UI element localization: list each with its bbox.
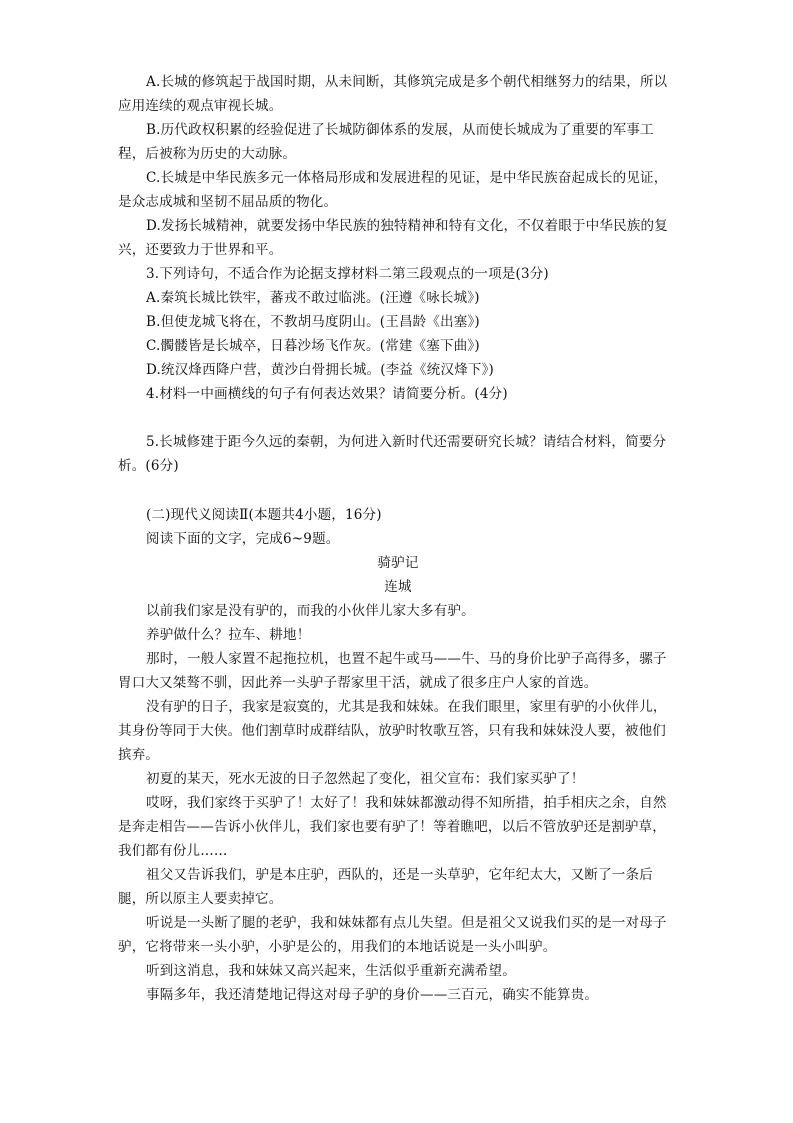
q4-stem: 4.材料一中画横线的句子有何表达效果？请简要分析。(4分) [146, 386, 508, 402]
reading-section [118, 503, 678, 1007]
story-paragraph: 那时，一般人家置不起拖拉机，也置不起牛或马——牛、马的身价比驴子高得多，骡子胃口大又桀骜不驯，因此养一头驴子帮家里干活，就成了很多庄户人家的首选。 [118, 651, 667, 691]
story-paragraph: 事隔多年，我还清楚地记得这对母子驴的身价——三百元，确实不能算贵。 [146, 987, 599, 1003]
story-paragraph: 以前我们家是没有驴的，而我的小伙伴儿家大多有驴。 [146, 603, 475, 619]
q3-option-d: D.统汉烽西降户营，黄沙白骨拥长城。(李益《统汉烽下》) [146, 362, 495, 378]
story-paragraph: 哎呀，我们家终于买驴了！太好了！我和妹妹都激动得不知所措，拍手相庆之余，自然是奔走相告——告诉小伙伴儿，我们家也要有驴了！等着瞧吧，以后不管放驴还是割驴草，我们都有份儿…… [118, 795, 667, 859]
story-paragraph: 听说是一头断了腿的老驴，我和妹妹都有点儿失望。但是祖父又说我们买的是一对母子驴，它将带来一头小驴，小驴是公的，用我们的本地话说是一头小叫驴。 [118, 915, 667, 955]
q3-option-b: B.但使龙城飞将在，不教胡马度阴山。(王昌龄《出塞》) [146, 314, 480, 330]
q3-stem: 3.下列诗句，不适合作为论据支撑材料二第三段观点的一项是(3分) [146, 266, 549, 282]
q2-option-b: B.历代政权积累的经验促进了长城防御体系的发展，从而使长城成为了重要的军事工程，后被称为历史的大动脉。 [118, 122, 654, 162]
section-instruction: 阅读下面的文字，完成6~9题。 [146, 531, 340, 547]
q2-option-d: D.发扬长城精神，就要发扬中华民族的独特精神和特有文化，不仅着眼于中华民族的复兴，还要致力于世界和平。 [118, 218, 668, 258]
story-paragraph: 初夏的某天，死水无波的日子忽然起了变化，祖父宣布：我们家买驴了！ [146, 771, 585, 787]
question-block-upper [118, 70, 678, 406]
story-paragraph: 养驴做什么？拉车、耕地！ [146, 627, 311, 643]
q3-option-a: A.秦筑长城比铁牢，蕃戎不敢过临洮。(汪遵《咏长城》) [146, 290, 480, 306]
question-5-block [118, 430, 678, 478]
story-title: 骑驴记 [377, 555, 419, 571]
story-paragraph: 没有驴的日子，我家是寂寞的，尤其是我和妹妹。在我们眼里，家里有驴的小伙伴儿，其身份等同于大侠。他们割草时成群结队，放驴时牧歌互答，只有我和妹妹没人要，被他们摈弃。 [118, 699, 667, 763]
story-paragraph: 祖父又告诉我们，驴是本庄驴，西队的，还是一头草驴，它年纪太大，又断了一条后腿，所以原主人要卖掉它。 [118, 867, 653, 907]
q5-stem: 5.长城修建于距今久远的秦朝，为何进入新时代还需要研究长城？请结合材料，简要分析。(6分) [118, 434, 667, 474]
story-paragraph: 听到这消息，我和妹妹又高兴起来，生活似乎重新充满希望。 [146, 963, 516, 979]
section-heading: (二)现代义阅读Ⅱ(本题共4小题，16分) [146, 507, 382, 523]
q3-option-c: C.髑髅皆是长城卒，日暮沙场飞作灰。(常建《塞下曲》) [146, 338, 480, 354]
story-author: 连城 [384, 579, 412, 595]
q2-option-a: A.长城的修筑起于战国时期，从未间断，其修筑完成是多个朝代相继努力的结果，所以应用连续的观点审视长城。 [118, 74, 668, 114]
q2-option-c: C.长城是中华民族多元一体格局形成和发展进程的见证，是中华民族奋起成长的见证，是众志成城和坚韧不屈品质的物化。 [118, 170, 668, 210]
